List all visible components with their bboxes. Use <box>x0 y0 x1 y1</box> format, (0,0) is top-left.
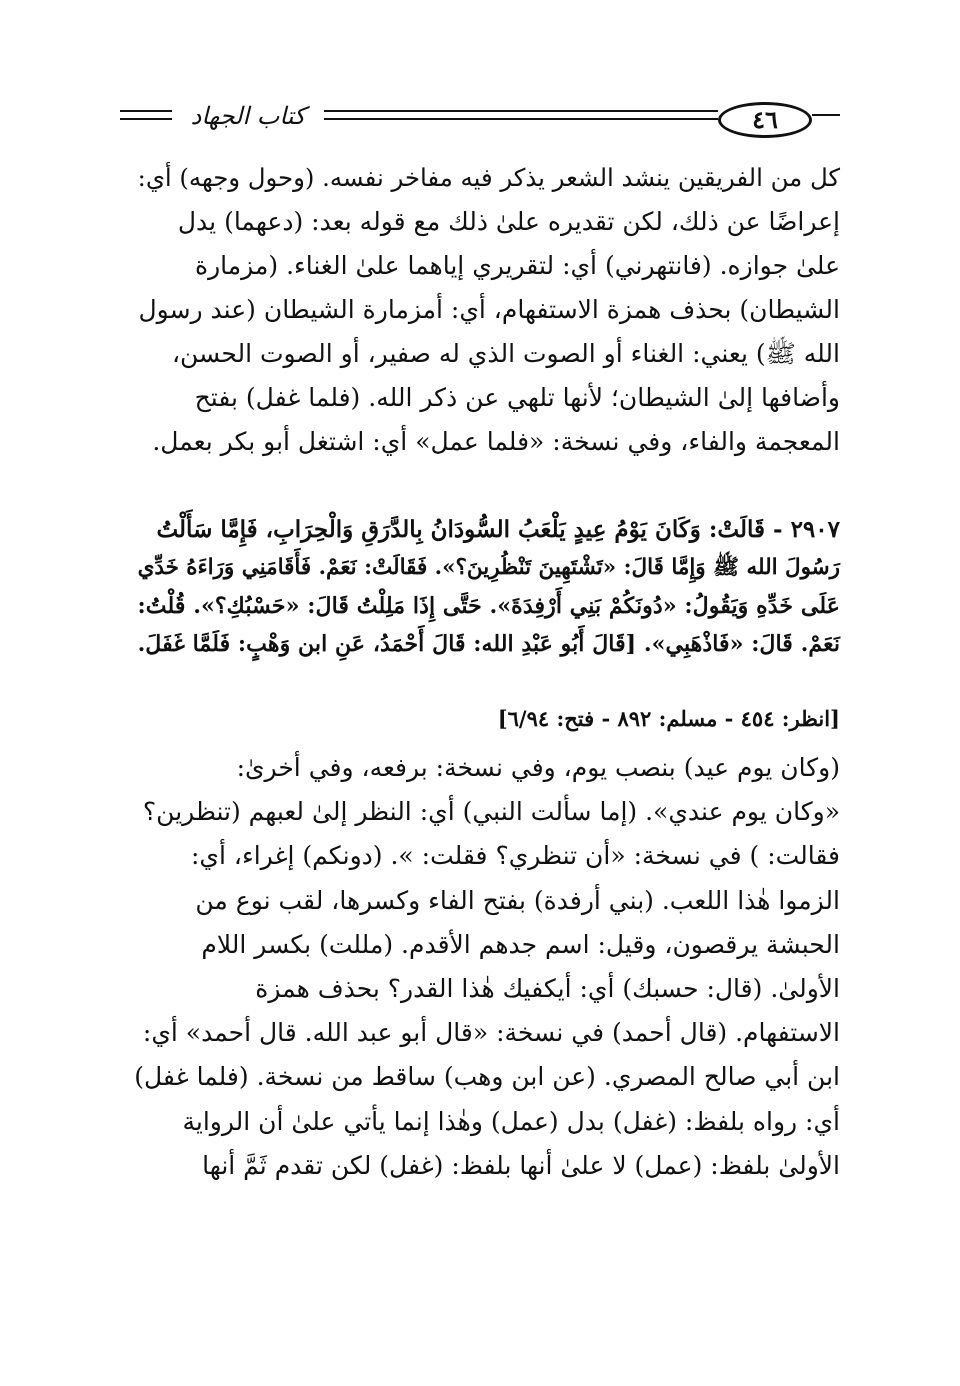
text-line: فقالت: ) في نسخة: «أن تنظري؟ فقلت: ». (دونكم) إغراء، أي: <box>191 841 840 871</box>
text-line: الأولىٰ. (قال: حسبك) أي: أيكفيك هٰذا القدر؟ بحذف همزة <box>255 974 840 1004</box>
hadith-line: عَلَى خَدِّهِ وَيَقُولُ: «دُونَكُمْ بَنِي أَرْفِدَةَ». حَتَّى إِذَا مَلِلْتُ قَالَ: «حَسْبُكِ؟». قُلْتُ: <box>137 593 840 619</box>
text-line: كل من الفريقين ينشد الشعر يذكر فيه مفاخر نفسه. (وحول وجهه) أي: <box>137 163 840 192</box>
header-rule-middle <box>324 118 718 120</box>
text-line: الزموا هٰذا اللعب. (بني أرفدة) بفتح الفاء وكسرها، لقب نوع من <box>195 885 840 915</box>
running-head-title: كتاب الجهاد <box>190 102 306 130</box>
text-line: المعجمة والفاء، وفي نسخة: «فلما عمل» أي: اشتغل أبو بكر بعمل. <box>152 427 840 456</box>
header-rule-left <box>120 110 172 112</box>
text-line: أي: رواه بلفظ: (غفل) بدل (عمل) وهٰذا إنما يأتي علىٰ أن الرواية <box>182 1106 840 1136</box>
commentary-paragraph <box>130 746 840 1188</box>
text-line: وأضافها إلىٰ الشيطان؛ لأنها تلهي عن ذكر الله. (فلما غفل) بفتح <box>194 383 840 412</box>
text-line: الشيطان) بحذف همزة الاستفهام، أي: أمزمارة الشيطان (عند رسول <box>138 295 840 324</box>
text-line: الاستفهام. (قال أحمد) في نسخة: «قال أبو عبد الله. قال أحمد» أي: <box>142 1018 840 1048</box>
text-line: (وكان يوم عيد) بنصب يوم، وفي نسخة: برفعه، وفي أخرىٰ: <box>236 753 840 782</box>
text-line: «وكان يوم عندي». (إما سألت النبي) أي: النظر إلىٰ لعبهم (تنظرين؟ <box>142 797 840 827</box>
commentary-paragraph <box>130 156 840 464</box>
header-rule-right <box>812 114 840 116</box>
hadith-line: ٢٩٠٧ - قَالَتْ: وَكَانَ يَوْمُ عِيدٍ يَلْعَبُ السُّودَانُ بِالدَّرَقِ وَالْحِرَابِ، فَإِمَّا سَأَلْتُ <box>156 516 840 543</box>
hadith-line: رَسُولَ الله ﷺ وَإِمَّا قَالَ: «تَشْتَهِينَ تَنْظُرِينَ؟». فَقَالَتْ: نَعَمْ. فَأَقَامَنِي وَرَاءَهُ خَدِّي <box>137 555 840 580</box>
text-line: الحبشة يرقصون، وقيل: اسم جدهم الأقدم. (مللت) بكسر اللام <box>201 929 840 959</box>
header-rule-middle <box>324 110 718 112</box>
page-header <box>120 96 840 144</box>
text-line: إعراضًا عن ذلك، لكن تقديره علىٰ ذلك مع قوله بعد: (دعهما) يدل <box>177 207 840 236</box>
reference-line: [انظر: ٤٥٤ - مسلم: ٨٩٢ - فتح: ٦/٩٤] <box>497 706 840 731</box>
hadith-reference <box>130 702 840 736</box>
text-line: الله ﷺ) يعني: الغناء أو الصوت الذي له صفير، أو الصوت الحسن، <box>171 339 840 368</box>
hadith-text <box>130 511 840 663</box>
hadith-line: نَعَمْ. قَالَ: «فَاذْهَبِي». [قَالَ أَبُو عَبْدِ الله: قَالَ أَحْمَدُ، عَنِ ابن وَهْبٍ: فَلَمَّا غَفَلَ. <box>137 631 840 657</box>
text-line: الأولىٰ بلفظ: (عمل) لا علىٰ أنها بلفظ: (غفل) لكن تقدم ثَمَّ أنها <box>202 1150 840 1180</box>
text-line: علىٰ جوازه. (فانتهرني) أي: لتقريري إياهما علىٰ الغناء. (مزمارة <box>195 251 840 280</box>
text-line: ابن أبي صالح المصري. (عن ابن وهب) ساقط من نسخة. (فلما غفل) <box>134 1062 840 1092</box>
header-rule-left <box>120 118 172 120</box>
page-number: ٤٦ <box>718 102 812 138</box>
